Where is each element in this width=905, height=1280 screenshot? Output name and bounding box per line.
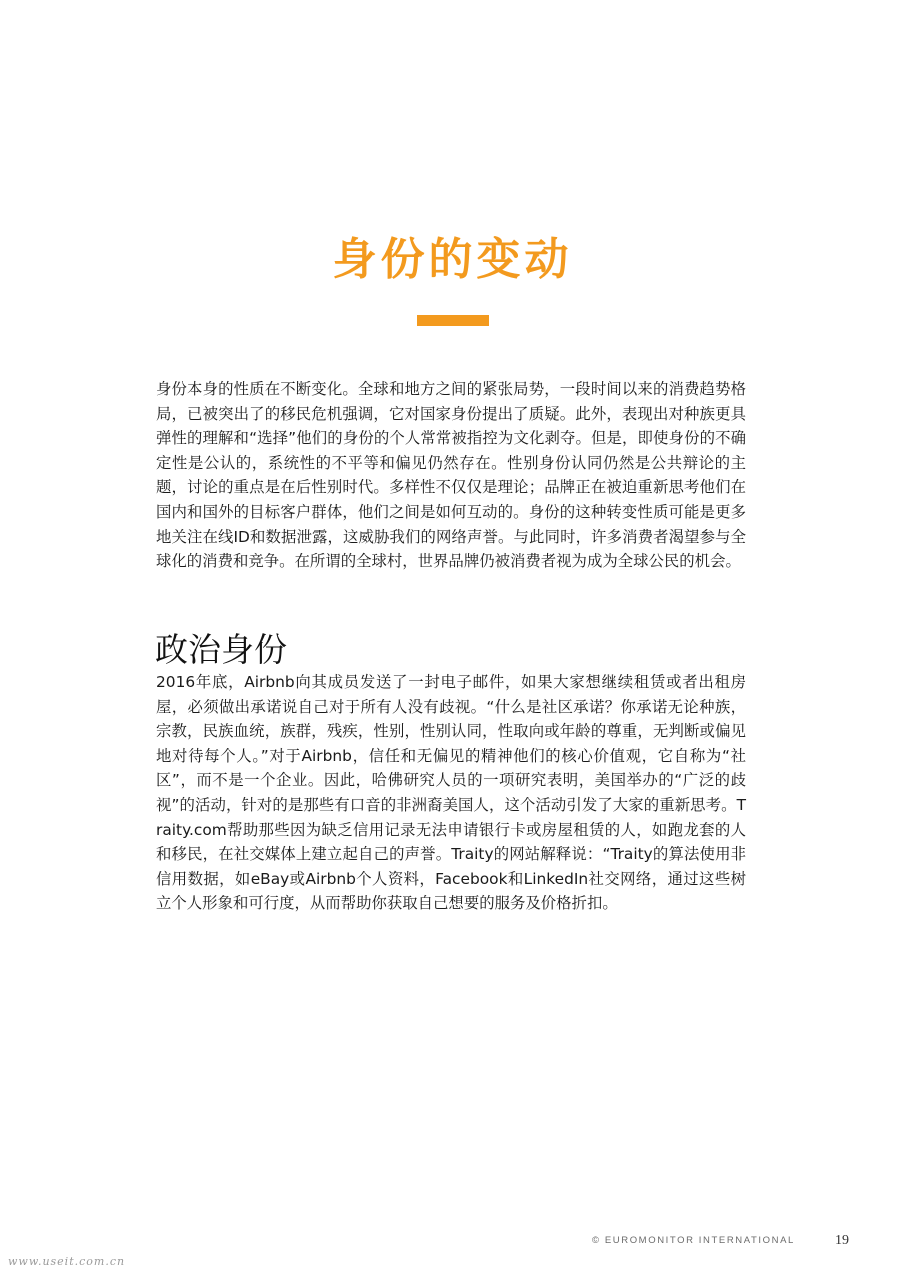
intro-paragraph: 身份本身的性质在不断变化。全球和地方之间的紧张局势，一段时间以来的消费趋势格局，已被突出了的移民危机强调，它对国家身份提出了质疑。此外，表现出对种族更具弹性的理解和“选择”他们的身份的个人常常被指控为文化剥夺。但是，即使身份的不确定性是公认的，系统性的不平等和偏见仍然存在。性别身份认同仍然是公共辩论的主题，讨论的重点是在后性别时代。多样性不仅仅是理论；品牌正在被迫重新思考他们在国内和国外的目标客户群体，他们之间是如何互动的。身份的这种转变性质可能是更多地关注在线ID和数据泄露，这威胁我们的网络声誉。与此同时，许多消费者渴望参与全球化的消费和竞争。在所谓的全球村，世界品牌仍被消费者视为成为全球公民的机会。 xyxy=(156,380,746,571)
section-paragraph: 2016年底，Airbnb向其成员发送了一封电子邮件，如果大家想继续租赁或者出租房屋，必须做出承诺说自己对于所有人没有歧视。“什么是社区承诺？你承诺无论种族，宗教，民族血统，族群，残疾，性别，性别认同，性取向或年龄的尊重，无判断或偏见地对待每个人。”对于Airbnb，信任和无偏见的精神他们的核心价值观，它自称为“社区”，而不是一个企业。因此，哈佛研究人员的一项研究表明，美国举办的“广泛的歧视”的活动，针对的是那些有口音的非洲裔美国人，这个活动引发了大家的重新思考。Traity.com帮助那些因为缺乏信用记录无法申请银行卡或房屋租赁的人，如跑龙套的人和移民，在社交媒体上建立起自己的声誉。Traity的网站解释说：“Traity的算法使用非信用数据，如eBay或Airbnb个人资料，Facebook和LinkedIn社交网络，通过这些树立个人形象和可行度，从而帮助你获取自己想要的服务及价格折扣。 xyxy=(156,673,746,913)
page-title: 身份的变动 xyxy=(332,234,573,286)
footer-credit: © EUROMONITOR INTERNATIONAL xyxy=(592,1235,795,1246)
title-accent-bar xyxy=(417,315,489,326)
section-heading: 政治身份 xyxy=(155,630,287,669)
page-number: 19 xyxy=(835,1233,849,1248)
watermark: www.useit.com.cn xyxy=(8,1255,126,1268)
